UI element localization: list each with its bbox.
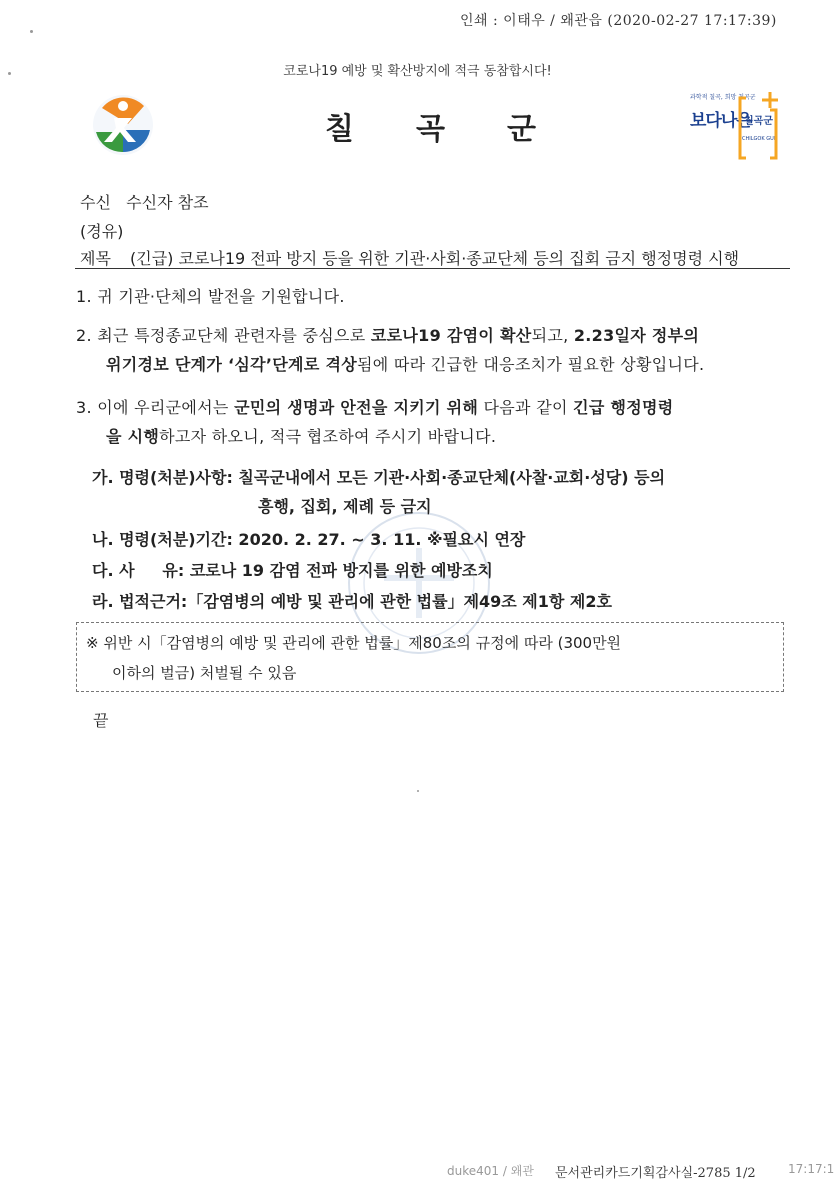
paragraph-3-line-1 — [76, 396, 674, 420]
scan-speck — [30, 30, 33, 33]
brand-tagline: 과학적 칠곡, 희망 칠곡군 — [690, 94, 756, 101]
p2-bold-2: 2.23일자 정부의 — [573, 326, 700, 345]
end-mark: 끝 — [93, 711, 109, 730]
brand-name: 칠곡군 — [744, 116, 773, 127]
p2-text-2: 되고, — [531, 326, 574, 345]
paragraph-1: 1. 귀 기관·단체의 발전을 기원합니다. — [76, 287, 345, 306]
slogan: 코로나19 예방 및 확산방지에 적극 동참합시다! — [283, 64, 552, 79]
paragraph-2-line-2 — [106, 353, 704, 377]
subject-divider — [75, 268, 790, 269]
order-item-ga-continued: 흥행, 집회, 제례 등 금지 — [258, 497, 432, 516]
order-item-ra: 라. 법적근거:「감염병의 예방 및 관리에 관한 법률」제49조 제1항 제2호 — [92, 592, 612, 611]
scan-speck — [417, 790, 419, 792]
subject-text: (긴급) 코로나19 전파 방지 등을 위한 기관·사회·종교단체 등의 집회 금지 행정명령 시행 — [130, 249, 740, 268]
penalty-notice-line-1: ※ 위반 시「감염병의 예방 및 관리에 관한 법률」제80조의 규정에 따라 (300만원 — [86, 634, 622, 652]
footer-doc-id: 문서관리카드기획감사실-2785 1/2 — [555, 1166, 756, 1181]
footer-time: 17:17:1 — [788, 1162, 835, 1176]
footer-user: duke401 / 왜관 — [447, 1164, 534, 1178]
brand-eng: CHILGOK GUN — [742, 136, 778, 142]
order-item-ga: 가. 명령(처분)사항: 칠곡군내에서 모든 기관·사회·종교단체(사찰·교회·성당) 등의 — [92, 468, 666, 487]
brand-logo — [690, 86, 782, 166]
paragraph-2-line-1 — [76, 324, 699, 348]
p2-text-1: 2. 최근 특정종교단체 관련자를 중심으로 — [76, 326, 371, 345]
order-item-na: 나. 명령(처분)기간: 2020. 2. 27. ~ 3. 11. ※필요시 연장 — [92, 530, 526, 549]
p3-bold-1: 군민의 생명과 안전을 지키기 위해 — [234, 398, 479, 417]
via-line: (경유) — [80, 222, 124, 241]
p3-text-1: 3. 이에 우리군에서는 — [76, 398, 235, 417]
org-name: 칠곡군 — [325, 112, 598, 147]
p2-bold-3: 위기경보 단계가 ‘심각’단계로 격상 — [106, 355, 357, 374]
p3-text-3: 하고자 하오니, 적극 협조하여 주시기 바랍니다. — [159, 427, 497, 446]
p2-bold-1: 코로나19 감염이 확산 — [370, 326, 532, 345]
subject-label: 제목 — [80, 249, 111, 268]
brand-main: 보다나은 — [690, 111, 752, 131]
order-item-da: 다. 사 유: 코로나 19 감염 전파 방지를 위한 예방조치 — [92, 561, 493, 580]
p3-text-2: 다음과 같이 — [478, 398, 574, 417]
chilgok-emblem-icon — [92, 94, 154, 156]
scan-speck — [8, 72, 11, 75]
brand-bracket-icon — [736, 86, 782, 166]
p3-bold-2: 긴급 행정명령 — [573, 398, 674, 417]
paragraph-3-line-2 — [106, 425, 496, 449]
penalty-notice-line-2: 이하의 벌금) 처벌될 수 있음 — [112, 664, 297, 682]
print-info: 인쇄 : 이태우 / 왜관읍 (2020-02-27 17:17:39) — [460, 13, 777, 29]
p3-bold-3: 을 시행 — [106, 427, 160, 446]
p2-text-3: 됨에 따라 긴급한 대응조치가 필요한 상황입니다. — [356, 355, 705, 374]
subject-line — [80, 246, 780, 269]
recipient-line: 수신 수신자 참조 — [80, 193, 209, 212]
